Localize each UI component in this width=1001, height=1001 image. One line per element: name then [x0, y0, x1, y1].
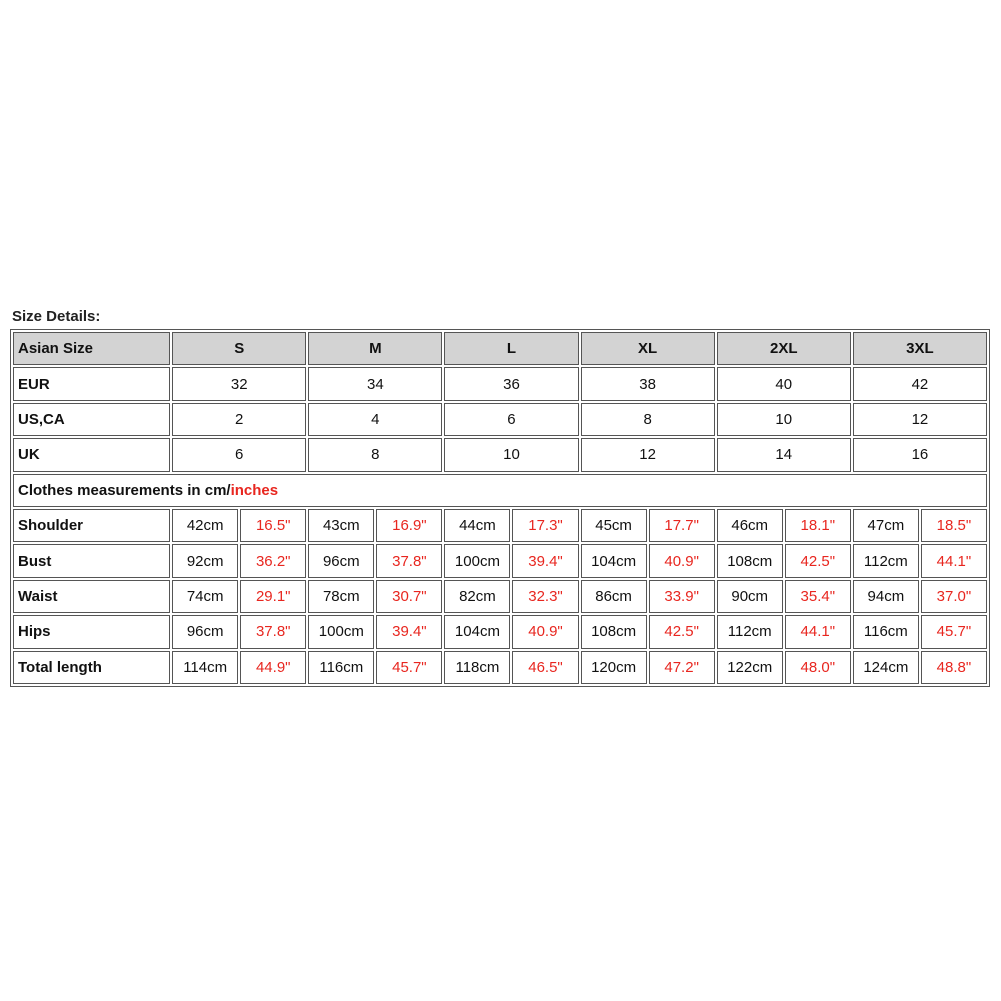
cm-cell: 46cm: [717, 509, 783, 542]
table-cell: 4: [308, 403, 442, 436]
size-header-s: S: [172, 332, 306, 365]
table-cell: 12: [581, 438, 715, 471]
cm-cell: 96cm: [308, 544, 374, 577]
cm-cell: 120cm: [581, 651, 647, 684]
table-cell: 10: [444, 438, 578, 471]
row-label: Total length: [13, 651, 170, 684]
cm-cell: 118cm: [444, 651, 510, 684]
cm-cell: 100cm: [308, 615, 374, 648]
inch-cell: 37.8": [240, 615, 306, 648]
inch-cell: 29.1": [240, 580, 306, 613]
row-label: Bust: [13, 544, 170, 577]
table-cell: 2: [172, 403, 306, 436]
table-cell: 40: [717, 367, 851, 400]
inch-cell: 45.7": [376, 651, 442, 684]
table-cell: 34: [308, 367, 442, 400]
inch-cell: 42.5": [785, 544, 851, 577]
cm-cell: 104cm: [581, 544, 647, 577]
cm-cell: 90cm: [717, 580, 783, 613]
inch-cell: 44.1": [921, 544, 987, 577]
cm-cell: 47cm: [853, 509, 919, 542]
inch-cell: 16.5": [240, 509, 306, 542]
table-cell: 16: [853, 438, 987, 471]
inch-cell: 44.1": [785, 615, 851, 648]
table-cell: 6: [444, 403, 578, 436]
inch-cell: 44.9": [240, 651, 306, 684]
inch-cell: 18.1": [785, 509, 851, 542]
cm-cell: 108cm: [581, 615, 647, 648]
size-header-m: M: [308, 332, 442, 365]
cm-cell: 112cm: [853, 544, 919, 577]
header-label: Asian Size: [13, 332, 170, 365]
inch-cell: 40.9": [649, 544, 715, 577]
section-row: [13, 474, 987, 507]
inch-cell: 37.0": [921, 580, 987, 613]
size-chart-table: [10, 329, 990, 687]
inch-cell: 48.8": [921, 651, 987, 684]
inch-cell: 35.4": [785, 580, 851, 613]
conversion-row-eur: [13, 367, 987, 400]
inch-cell: 39.4": [512, 544, 578, 577]
table-cell: 8: [308, 438, 442, 471]
cm-cell: 86cm: [581, 580, 647, 613]
cm-cell: 42cm: [172, 509, 238, 542]
row-label: US,CA: [13, 403, 170, 436]
header-row: [13, 332, 987, 365]
cm-cell: 122cm: [717, 651, 783, 684]
section-heading-highlight: inches: [230, 481, 279, 499]
size-chart-body: [13, 332, 987, 684]
page-title: Size Details:: [12, 308, 101, 325]
cm-cell: 96cm: [172, 615, 238, 648]
cm-cell: 74cm: [172, 580, 238, 613]
measurement-row-shoulder: [13, 509, 987, 542]
inch-cell: 39.4": [376, 615, 442, 648]
cm-cell: 44cm: [444, 509, 510, 542]
cm-cell: 112cm: [717, 615, 783, 648]
cm-cell: 114cm: [172, 651, 238, 684]
table-cell: 12: [853, 403, 987, 436]
table-cell: 10: [717, 403, 851, 436]
inch-cell: 32.3": [512, 580, 578, 613]
inch-cell: 46.5": [512, 651, 578, 684]
inch-cell: 17.3": [512, 509, 578, 542]
cm-cell: 104cm: [444, 615, 510, 648]
measurement-row-hips: [13, 615, 987, 648]
inch-cell: 30.7": [376, 580, 442, 613]
measurement-row-bust: [13, 544, 987, 577]
cm-cell: 92cm: [172, 544, 238, 577]
section-heading-prefix: Clothes measurements in cm/: [18, 481, 231, 499]
table-cell: 6: [172, 438, 306, 471]
row-label: Hips: [13, 615, 170, 648]
row-label: EUR: [13, 367, 170, 400]
table-cell: 32: [172, 367, 306, 400]
table-cell: 36: [444, 367, 578, 400]
cm-cell: 100cm: [444, 544, 510, 577]
table-cell: 8: [581, 403, 715, 436]
cm-cell: 43cm: [308, 509, 374, 542]
inch-cell: 18.5": [921, 509, 987, 542]
table-cell: 42: [853, 367, 987, 400]
cm-cell: 82cm: [444, 580, 510, 613]
cm-cell: 45cm: [581, 509, 647, 542]
cm-cell: 108cm: [717, 544, 783, 577]
inch-cell: 48.0": [785, 651, 851, 684]
measurement-row-total-length: [13, 651, 987, 684]
cm-cell: 116cm: [308, 651, 374, 684]
section-heading: [13, 474, 987, 507]
inch-cell: 17.7": [649, 509, 715, 542]
conversion-row-us-ca: [13, 403, 987, 436]
cm-cell: 78cm: [308, 580, 374, 613]
inch-cell: 47.2": [649, 651, 715, 684]
size-header-3xl: 3XL: [853, 332, 987, 365]
measurement-row-waist: [13, 580, 987, 613]
row-label: Waist: [13, 580, 170, 613]
inch-cell: 33.9": [649, 580, 715, 613]
inch-cell: 45.7": [921, 615, 987, 648]
cm-cell: 124cm: [853, 651, 919, 684]
cm-cell: 94cm: [853, 580, 919, 613]
size-header-l: L: [444, 332, 578, 365]
row-label: UK: [13, 438, 170, 471]
table-cell: 38: [581, 367, 715, 400]
inch-cell: 16.9": [376, 509, 442, 542]
conversion-row-uk: [13, 438, 987, 471]
inch-cell: 40.9": [512, 615, 578, 648]
inch-cell: 37.8": [376, 544, 442, 577]
cm-cell: 116cm: [853, 615, 919, 648]
size-header-2xl: 2XL: [717, 332, 851, 365]
inch-cell: 36.2": [240, 544, 306, 577]
table-cell: 14: [717, 438, 851, 471]
inch-cell: 42.5": [649, 615, 715, 648]
row-label: Shoulder: [13, 509, 170, 542]
size-header-xl: XL: [581, 332, 715, 365]
